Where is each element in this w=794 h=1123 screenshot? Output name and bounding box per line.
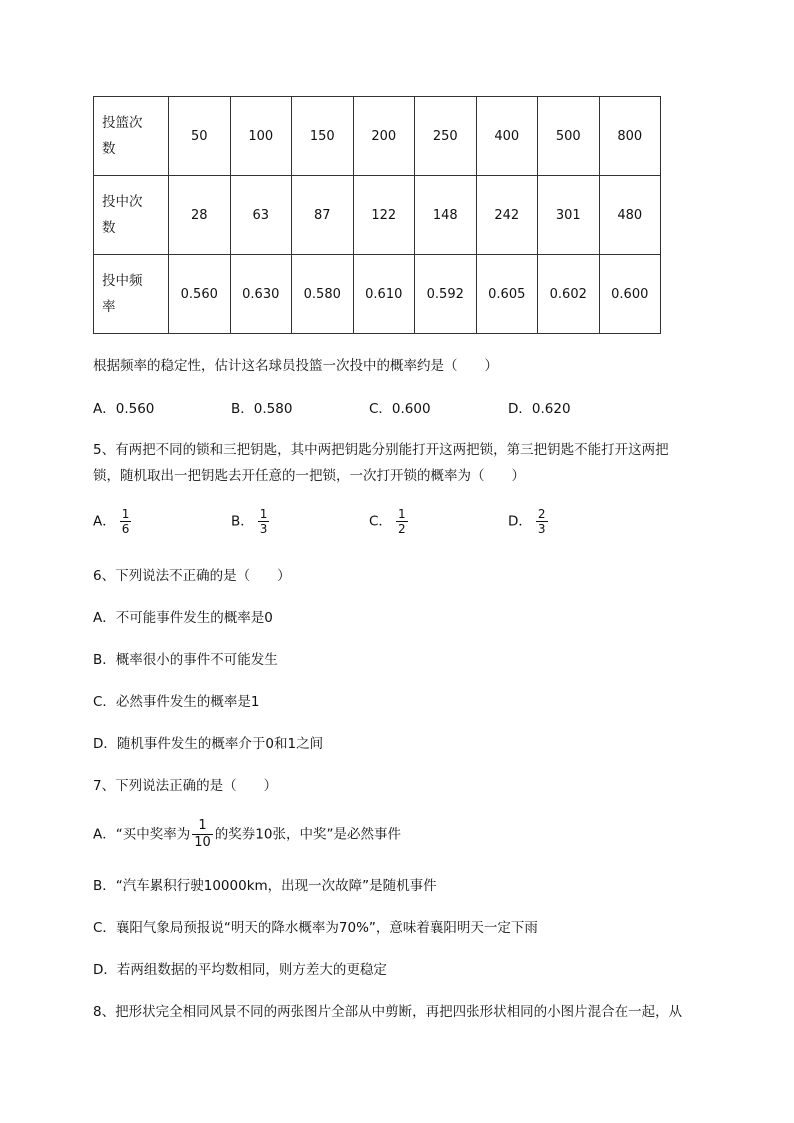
q7-option-b: B．“汽车累积行驶10000km，出现一次故障”是随机事件 (93, 878, 437, 894)
q4-option-b: B．0.580 (231, 401, 293, 417)
q7-option-c: C．襄阳气象局预报说“明天的降水概率为70%”，意味着襄阳明天一定下雨 (93, 920, 538, 936)
table-cell: 0.560 (169, 255, 231, 334)
q7-option-a-text-before: A．“买中奖率为 (93, 826, 191, 843)
row-header-text: 投篮次 (102, 115, 143, 131)
table-cell: 500 (538, 97, 600, 176)
q7-option-a-fraction (192, 818, 213, 851)
table-cell: 50 (169, 97, 231, 176)
q5-option-a-fraction (120, 507, 132, 536)
q8-line-1: 8、把形状完全相同风景不同的两张图片全部从中剪断，再把四张形状相同的小图片混合在一起，从 (93, 1004, 683, 1020)
table-cell: 63 (230, 176, 292, 255)
q5-line-2: 锁，随机取出一把钥匙去开任意的一把锁，一次打开锁的概率为（ ） (93, 468, 525, 484)
fraction-numerator: 1 (121, 507, 130, 521)
table-cell: 0.610 (353, 255, 415, 334)
q5-option-d-fraction (536, 507, 548, 536)
q6-option-c: C．必然事件发生的概率是1 (93, 694, 260, 710)
q5-option-b-label: B． (231, 513, 254, 530)
fraction-denominator: 10 (194, 835, 211, 850)
basketball-stats-table (93, 96, 661, 334)
table-cell: 242 (476, 176, 538, 255)
table-cell: 0.580 (292, 255, 354, 334)
row-header-text: 率 (102, 299, 116, 315)
table-cell: 800 (599, 97, 661, 176)
table-row (94, 97, 661, 176)
table-cell: 100 (230, 97, 292, 176)
fraction-numerator: 2 (537, 507, 546, 521)
table-row (94, 255, 661, 334)
table-cell: 0.630 (230, 255, 292, 334)
q4-option-c: C．0.600 (369, 401, 431, 417)
q7-option-a-text-after: 的奖券10张，中奖”是必然事件 (214, 826, 401, 843)
fraction-denominator: 6 (121, 522, 130, 536)
q7-option-a (93, 818, 401, 851)
table-cell: 150 (292, 97, 354, 176)
q5-option-c-label: C． (369, 513, 392, 530)
q5-line-1: 5、有两把不同的锁和三把钥匙，其中两把钥匙分别能打开这两把锁，第三把钥匙不能打开这两把 (93, 442, 669, 458)
fraction-denominator: 2 (397, 522, 406, 536)
q5-option-a-label: A． (93, 513, 116, 530)
table-cell: 87 (292, 176, 354, 255)
table-cell: 400 (476, 97, 538, 176)
table-cell: 0.605 (476, 255, 538, 334)
table-cell: 0.592 (415, 255, 477, 334)
row-header-text: 数 (102, 141, 116, 157)
fraction-numerator: 1 (397, 507, 406, 521)
q4-option-d: D．0.620 (508, 401, 571, 417)
q5-option-c-fraction (396, 507, 408, 536)
table-cell: 250 (415, 97, 477, 176)
row-header-text: 投中次 (102, 194, 143, 210)
fraction-numerator: 1 (198, 818, 207, 833)
q6-prompt: 6、下列说法不正确的是（ ） (93, 568, 291, 584)
q5-option-c (369, 507, 408, 536)
fraction-denominator: 3 (259, 522, 268, 536)
q7-prompt: 7、下列说法正确的是（ ） (93, 778, 278, 794)
row-header (94, 97, 169, 176)
q4-option-a: A．0.560 (93, 401, 155, 417)
q5-option-d (508, 507, 548, 536)
row-header-text: 投中频 (102, 273, 143, 289)
q5-option-b (231, 507, 269, 536)
q7-option-d: D．若两组数据的平均数相同，则方差大的更稳定 (93, 962, 387, 978)
row-header-text: 数 (102, 220, 116, 236)
table-cell: 200 (353, 97, 415, 176)
row-header (94, 176, 169, 255)
table-cell: 122 (353, 176, 415, 255)
table-row (94, 176, 661, 255)
table-cell: 28 (169, 176, 231, 255)
q6-option-d: D．随机事件发生的概率介于0和1之间 (93, 736, 324, 752)
table-cell: 148 (415, 176, 477, 255)
table-cell: 0.602 (538, 255, 600, 334)
table-cell: 0.600 (599, 255, 661, 334)
table-cell: 301 (538, 176, 600, 255)
fraction-numerator: 1 (259, 507, 268, 521)
fraction-denominator: 3 (537, 522, 546, 536)
q6-option-b: B．概率很小的事件不可能发生 (93, 652, 278, 668)
table-cell: 480 (599, 176, 661, 255)
q6-option-a: A．不可能事件发生的概率是0 (93, 610, 273, 626)
q5-option-a (93, 507, 131, 536)
q5-option-b-fraction (258, 507, 270, 536)
q5-option-d-label: D． (508, 513, 532, 530)
q4-prompt: 根据频率的稳定性，估计这名球员投篮一次投中的概率约是（ ） (93, 358, 498, 374)
row-header (94, 255, 169, 334)
